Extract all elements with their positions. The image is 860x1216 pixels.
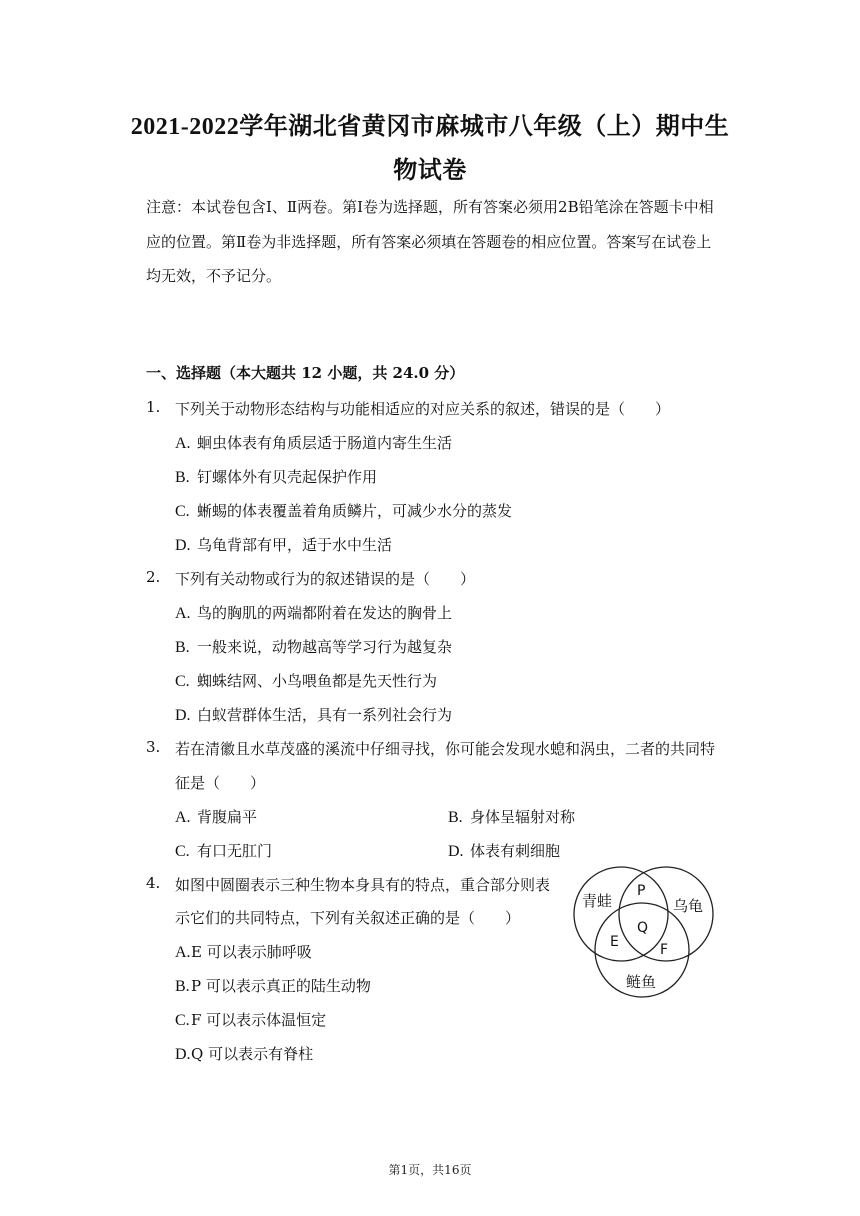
option-letter: A.: [175, 944, 191, 961]
option-c: [175, 1009, 326, 1030]
venn-region-q: Q: [637, 920, 649, 936]
option-letter: B.: [175, 639, 190, 656]
exam-notice: 注意：本试卷包含Ⅰ、Ⅱ两卷。第Ⅰ卷为选择题，所有答案必须用2B铅笔涂在答题卡中相应的位置。第Ⅱ卷为非选择题，所有答案必须填在答题卷的相应位置。答案写在试卷上均无效，不予记分。: [146, 198, 714, 285]
option-c: [175, 840, 272, 861]
venn-label-turtle: 乌龟: [673, 897, 704, 915]
option-letter: A.: [175, 435, 191, 452]
option-text: Q 可以表示有脊柱: [191, 1045, 314, 1063]
option-c: [175, 670, 437, 691]
option-d: [175, 534, 392, 555]
venn-circle-frog: [574, 867, 668, 961]
venn-region-p: P: [637, 883, 646, 899]
option-text: 乌龟背部有甲，适于水中生活: [197, 536, 393, 554]
question-stem-line1: 若在清徽且水草茂盛的溪流中仔细寻找，你可能会发现水螅和涡虫，二者的共同特: [175, 740, 716, 758]
question-stem-line2: 征是（ ）: [175, 774, 266, 792]
option-text: 背腹扁平: [197, 808, 258, 826]
exam-title-line1: 2021-2022学年湖北省黄冈市麻城市八年级（上）期中生: [130, 114, 730, 140]
option-letter: B.: [175, 469, 190, 486]
venn-region-f: F: [660, 942, 669, 958]
option-c: [175, 500, 512, 521]
exam-title-line2: 物试卷: [393, 158, 467, 184]
venn-region-e: E: [610, 934, 619, 950]
venn-label-fish: 鲢鱼: [626, 973, 657, 991]
section-heading: 一、选择题（本大题共 12 小题，共 24.0 分）: [146, 364, 465, 382]
option-letter: B.: [448, 809, 463, 826]
question-stem-line1: 如图中圆圈表示三种生物本身具有的特点，重合部分则表: [175, 876, 551, 894]
option-letter: B.: [175, 978, 190, 995]
option-text: 体表有刺细胞: [470, 842, 561, 860]
option-letter: C.: [175, 843, 190, 860]
option-text: P 可以表示真正的陆生动物: [191, 977, 371, 995]
option-letter: C.: [175, 673, 190, 690]
page-footer: 第1页，共16页: [388, 1163, 472, 1177]
question-stem: 下列关于动物形态结构与功能相适应的对应关系的叙述，错误的是（ ）: [175, 400, 671, 418]
option-letter: D.: [175, 707, 191, 724]
venn-diagram: [568, 866, 718, 1000]
option-letter: C.: [175, 503, 190, 520]
question-stem-line2: 示它们的共同特点，下列有关叙述正确的是（ ）: [175, 909, 521, 927]
option-text: 蛔虫体表有角质层适于肠道内寄生生活: [197, 434, 453, 452]
question-number: 1.: [146, 398, 161, 416]
option-text: E 可以表示肺呼吸: [191, 943, 312, 961]
option-b: [448, 806, 575, 827]
option-b: [175, 975, 371, 996]
option-text: 白蚁营群体生活，具有一系列社会行为: [197, 706, 453, 724]
option-b: [175, 466, 377, 487]
option-text: F 可以表示体温恒定: [191, 1011, 327, 1029]
option-a: [175, 806, 257, 827]
option-text: 钉螺体外有贝壳起保护作用: [197, 468, 378, 486]
question-number: 2.: [146, 568, 161, 586]
question-stem: 下列有关动物或行为的叙述错误的是（ ）: [175, 570, 476, 588]
option-text: 一般来说，动物越高等学习行为越复杂: [197, 638, 453, 656]
venn-label-frog: 青蛙: [582, 892, 613, 910]
option-letter: D.: [448, 843, 464, 860]
option-b: [175, 636, 452, 657]
option-d: [175, 1043, 313, 1064]
question-number: 3.: [146, 738, 161, 756]
option-text: 蜘蛛结网、小鸟喂鱼都是先天性行为: [197, 672, 438, 690]
option-letter: D.: [175, 1046, 191, 1063]
option-letter: D.: [175, 537, 191, 554]
option-d: [175, 704, 452, 725]
option-text: 蜥蜴的体表覆盖着角质鳞片，可减少水分的蒸发: [197, 502, 513, 520]
option-a: [175, 602, 452, 623]
option-a: [175, 432, 452, 453]
option-letter: A.: [175, 605, 191, 622]
option-text: 有口无肛门: [197, 842, 273, 860]
question-number: 4.: [146, 874, 161, 892]
option-text: 鸟的胸肌的两端都附着在发达的胸骨上: [197, 604, 453, 622]
option-letter: A.: [175, 809, 191, 826]
option-d: [448, 840, 560, 861]
option-text: 身体呈辐射对称: [470, 808, 576, 826]
option-letter: C.: [175, 1012, 190, 1029]
option-a: [175, 941, 312, 962]
